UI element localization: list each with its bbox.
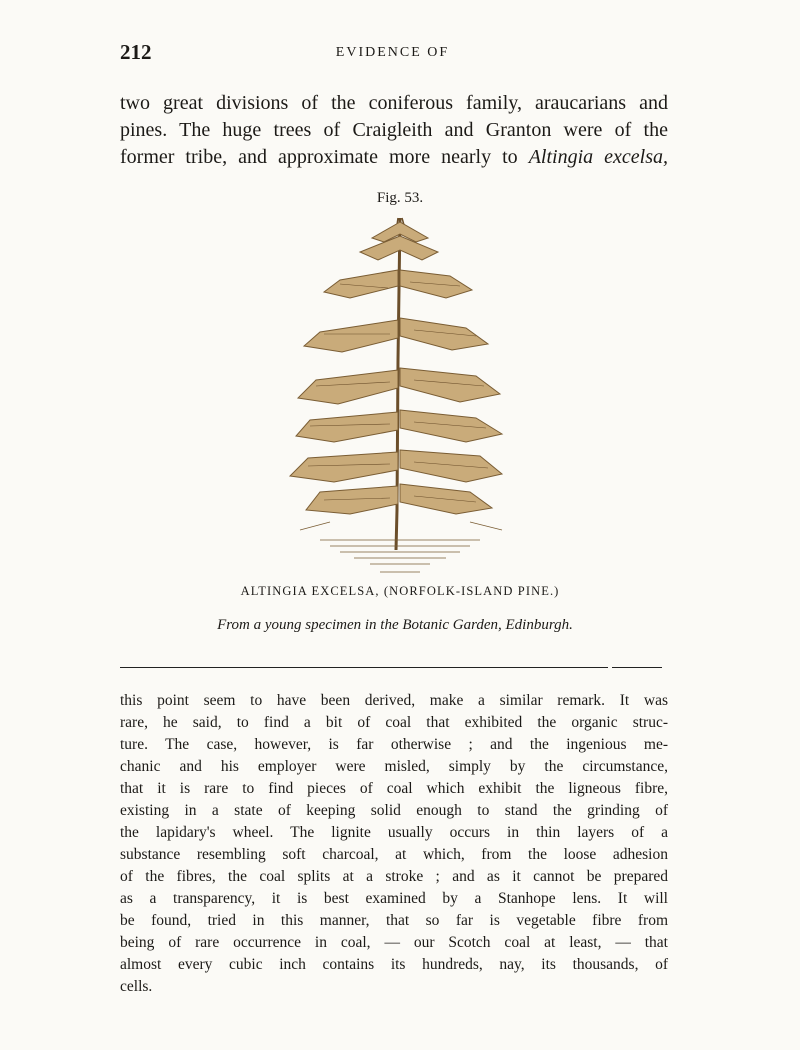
ground-shading [300,522,502,572]
tree-branches [290,222,502,514]
text-line: cells. [120,978,153,995]
section-divider-end [612,667,662,668]
page-header [120,40,665,70]
text-line: chanic and his employer were misled, simply by the circumstance, [120,758,668,775]
figure-credit: From a young specimen in the Botanic Garden, Edinburgh. [217,617,573,633]
pine-tree-illustration [280,210,520,585]
running-head: EVIDENCE OF [335,45,450,60]
text-line: pines. The huge trees of Craigleith and Granton were of the [120,119,668,141]
text-line: as a transparency, it is best examined by a Stanhope lens. It will [120,890,668,907]
section-divider [120,667,608,668]
figure-caption: ALTINGIA EXCELSA, (NORFOLK-ISLAND PINE.) [240,584,560,598]
text-line: rare, he said, to find a bit of coal that exhibited the organic struc- [120,714,668,731]
bottom-paragraph [120,690,668,998]
page-number: 212 [120,40,152,64]
text-line: be found, tried in this manner, that so far is vegetable fibre from [120,912,668,929]
figure-label: Fig. 53. [376,190,424,206]
text-line: two great divisions of the coniferous family, araucarians and [120,92,668,114]
italic-species-name: Altingia excelsa, [528,146,668,168]
text-line: ture. The case, however, is far otherwise ; and the ingenious me- [120,736,668,753]
text-line: being of rare occurrence in coal, — our Scotch coal at least, — that [120,934,668,951]
top-paragraph [120,90,668,171]
text-line: this point seem to have been derived, make a similar remark. It was [120,692,668,709]
text-line: that it is rare to find pieces of coal which exhibit the ligneous fibre, [120,780,668,797]
text-line: substance resembling soft charcoal, at which, from the loose adhesion [120,846,668,863]
text-line: of the fibres, the coal splits at a stroke ; and as it cannot be prepared [120,868,668,885]
text-line-start: former tribe, and approximate more nearly to [120,146,518,168]
text-line: almost every cubic inch contains its hundreds, nay, its thousands, of [120,956,668,973]
text-line: the lapidary's wheel. The lignite usually occurs in thin layers of a [120,824,668,841]
text-line: existing in a state of keeping solid enough to stand the grinding of [120,802,668,819]
text-line [120,144,668,171]
